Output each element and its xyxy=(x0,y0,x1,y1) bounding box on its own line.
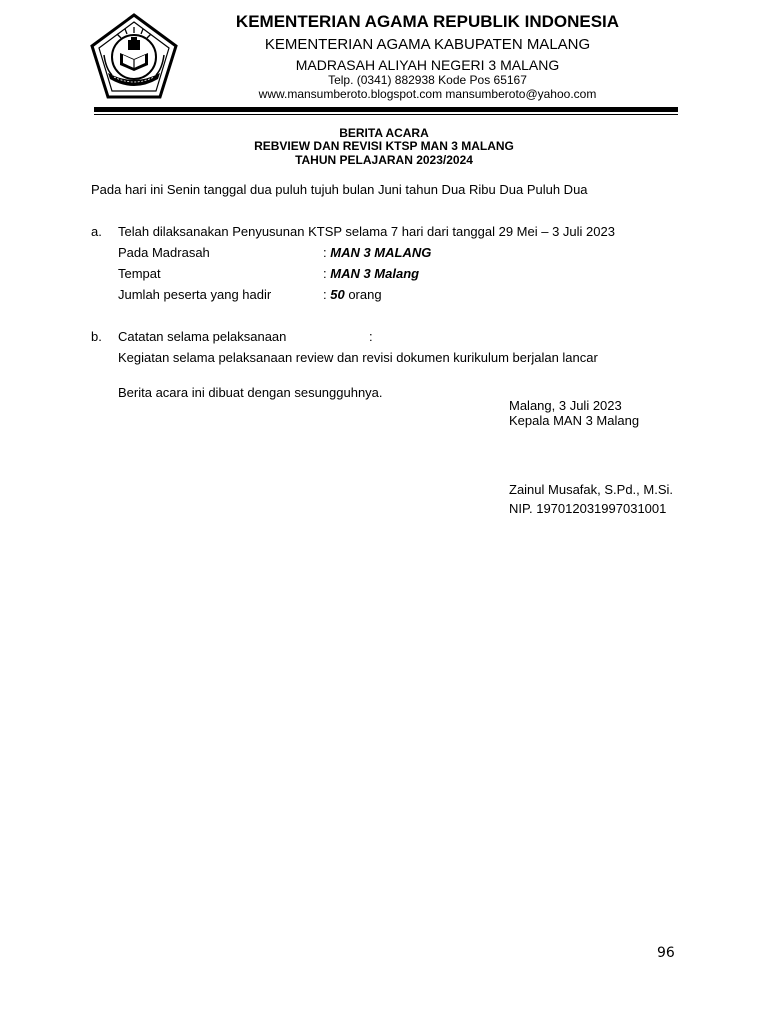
document-title: BERITA ACARA xyxy=(339,126,429,140)
place-field xyxy=(323,266,419,281)
opening-paragraph: Pada hari ini Senin tanggal dua puluh tujuh bulan Juni tahun Dua Ribu Dua Puluh Dua xyxy=(91,182,588,197)
field-separator: : xyxy=(323,287,327,302)
kementerian-agama-logo-icon xyxy=(90,13,178,99)
madrasah-label: Pada Madrasah xyxy=(118,245,210,260)
letterhead-divider-thin xyxy=(94,114,678,115)
place-label: Tempat xyxy=(118,266,161,281)
notes-separator: : xyxy=(369,329,373,344)
place-value: MAN 3 Malang xyxy=(330,266,420,281)
letterhead-ministry: KEMENTERIAN AGAMA REPUBLIK INDONESIA xyxy=(235,12,620,31)
participants-field xyxy=(323,287,382,302)
letterhead-divider-thick xyxy=(94,107,678,112)
signatory-nip: NIP. 197012031997031001 xyxy=(509,501,667,516)
field-separator: : xyxy=(323,245,327,260)
signatory-name: Zainul Musafak, S.Pd., M.Si. xyxy=(509,482,674,497)
document-academic-year: TAHUN PELAJARAN 2023/2024 xyxy=(295,153,473,167)
signature-place-date: Malang, 3 Juli 2023 xyxy=(509,398,622,413)
item-b-marker: b. xyxy=(91,329,102,344)
participants-value: 50 xyxy=(330,287,345,302)
document-subtitle: REBVIEW DAN REVISI KTSP MAN 3 MALANG xyxy=(254,139,514,153)
letterhead-regency-office: KEMENTERIAN AGAMA KABUPATEN MALANG xyxy=(264,36,591,53)
madrasah-value: MAN 3 MALANG xyxy=(330,245,432,260)
item-a-marker: a. xyxy=(91,224,102,239)
madrasah-field xyxy=(323,245,431,260)
page-number: 96 xyxy=(657,945,675,961)
field-separator: : xyxy=(323,266,327,281)
signature-position: Kepala MAN 3 Malang xyxy=(509,413,640,428)
participants-unit: orang xyxy=(344,287,382,302)
letterhead-phone: Telp. (0341) 882938 Kode Pos 65167 xyxy=(328,73,527,87)
notes-label: Catatan selama pelaksanaan xyxy=(118,329,287,344)
letterhead-school: MADRASAH ALIYAH NEGERI 3 MALANG xyxy=(295,57,560,73)
participants-label: Jumlah peserta yang hadir xyxy=(118,287,272,302)
letterhead-contacts: www.mansumberoto.blogspot.com mansumberoto@yahoo.com xyxy=(258,87,597,101)
closing-statement: Berita acara ini dibuat dengan sesungguhnya. xyxy=(118,385,383,400)
item-a-text: Telah dilaksanakan Penyusunan KTSP selama 7 hari dari tanggal 29 Mei – 3 Juli 2023 xyxy=(118,224,615,239)
notes-text: Kegiatan selama pelaksanaan review dan revisi dokumen kurikulum berjalan lancar xyxy=(118,350,598,365)
